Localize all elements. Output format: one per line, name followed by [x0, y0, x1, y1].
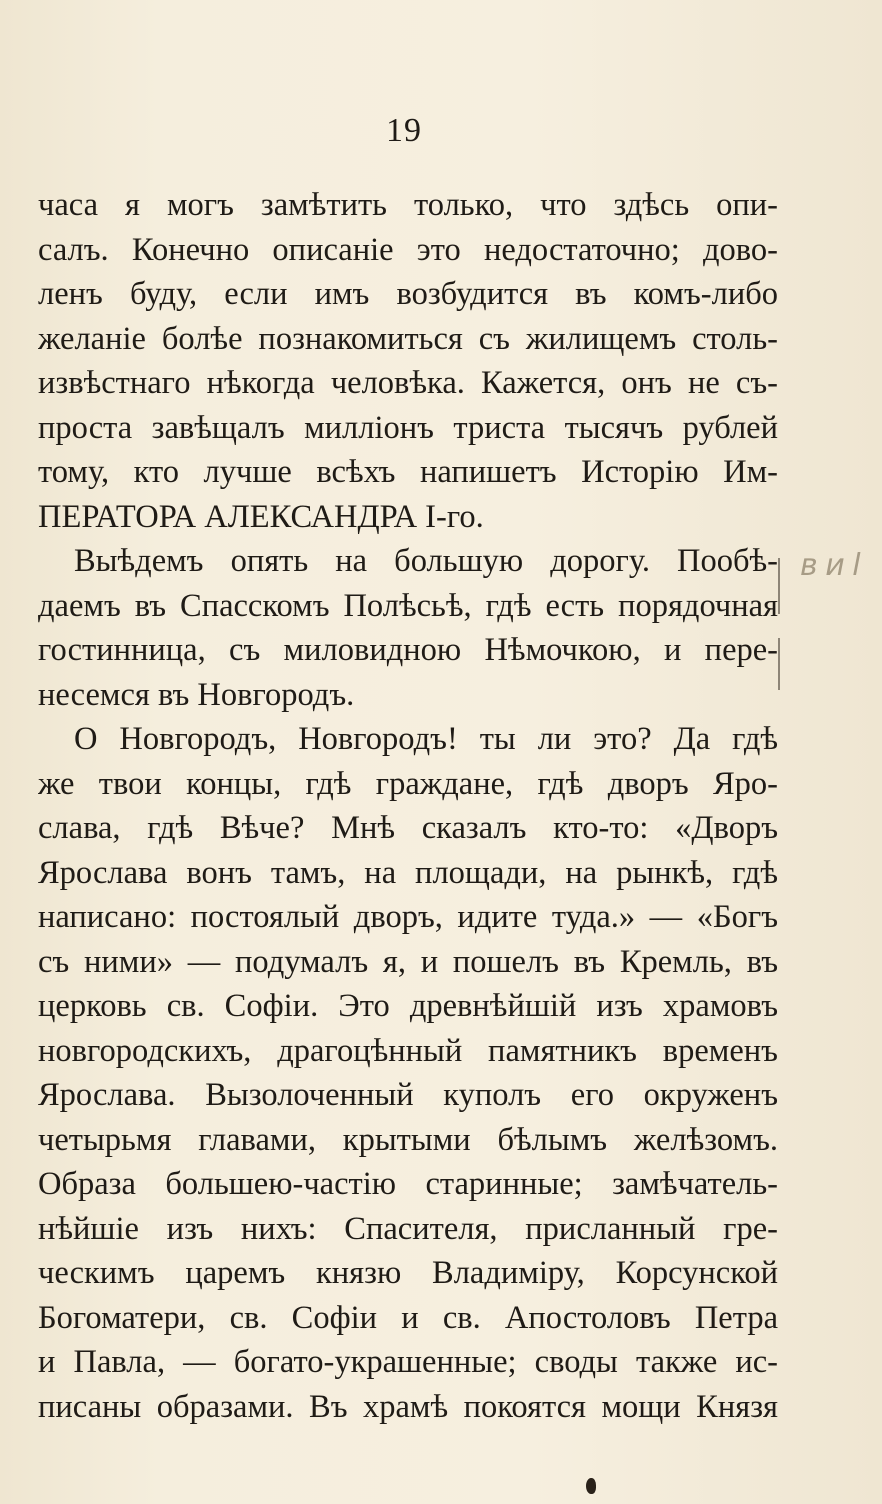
margin-rule-lower: [778, 638, 780, 690]
text-line: писаны образами. Въ храмѣ покоятся мощи Князя: [38, 1388, 778, 1425]
text-line: Ярослава вонъ тамъ, на площади, на рынкѣ, гдѣ: [38, 854, 778, 891]
text-line: часа я могъ замѣтить только, что здѣсь опи-: [38, 187, 778, 223]
text-line: нѣйшіе изъ нихъ: Спасителя, присланный гре-: [38, 1210, 778, 1247]
text-line: же твои концы, гдѣ граждане, гдѣ дворъ Яро-: [38, 765, 778, 802]
text-line: ПЕРАТОРА АЛЕКСАНДРА І-го.: [38, 498, 484, 535]
text-line: салъ. Конечно описаніе это недостаточно; дово-: [38, 231, 778, 268]
margin-note: в и l: [800, 548, 860, 583]
text-line: ленъ буду, если имъ возбудится въ комъ-либо: [38, 276, 778, 312]
text-line: Образа большею-частію старинные; замѣчатель-: [38, 1166, 778, 1202]
body-text: [38, 183, 778, 1429]
text-line: новгородскихъ, драгоцѣнный памятникъ временъ: [38, 1032, 778, 1069]
text-line: написано: постоялый дворъ, идите туда.» — «Богъ: [38, 899, 778, 935]
text-line: съ ними» — подумалъ я, и пошелъ въ Кремль, въ: [38, 943, 778, 980]
text-line: и Павла, — богато-украшенные; своды также ис-: [38, 1344, 778, 1380]
text-line: Богоматери, св. Софіи и св. Апостоловъ Петра: [38, 1299, 778, 1336]
text-line: Ярослава. Вызолоченный куполъ его окруженъ: [38, 1077, 778, 1113]
text-line: несемся въ Новгородъ.: [38, 676, 355, 713]
text-line: слава, гдѣ Вѣче? Мнѣ сказалъ кто-то: «Дворъ: [38, 810, 778, 846]
text-line: церковь св. Софіи. Это древнѣйшій изъ храмовъ: [38, 988, 778, 1024]
text-line: О Новгородъ, Новгородъ! ты ли это? Да гдѣ: [74, 721, 778, 757]
text-line: тому, кто лучше всѣхъ напишетъ Исторію Им-: [38, 454, 778, 490]
text-line: гостинница, съ миловидною Нѣмочкою, и пере-: [38, 632, 778, 668]
text-line: четырьмя главами, крытыми бѣлымъ желѣзомъ.: [38, 1121, 778, 1158]
text-line: желаніе болѣе познакомиться съ жилищемъ столь-: [38, 320, 778, 357]
text-line: ческимъ царемъ князю Владиміру, Корсунской: [38, 1255, 778, 1291]
margin-rule-upper: [778, 558, 780, 614]
page-number: 19: [386, 112, 422, 149]
text-line: извѣстнаго нѣкогда человѣка. Кажется, онъ не съ-: [38, 365, 778, 401]
text-line: проста завѣщалъ милліонъ триста тысячъ рублей: [38, 409, 778, 446]
text-line: Выѣдемъ опять на большую дорогу. Пообѣ-: [74, 543, 778, 579]
text-line: даемъ въ Спасскомъ Полѣсьѣ, гдѣ есть порядочная: [38, 587, 778, 624]
ink-spot: [586, 1478, 596, 1494]
